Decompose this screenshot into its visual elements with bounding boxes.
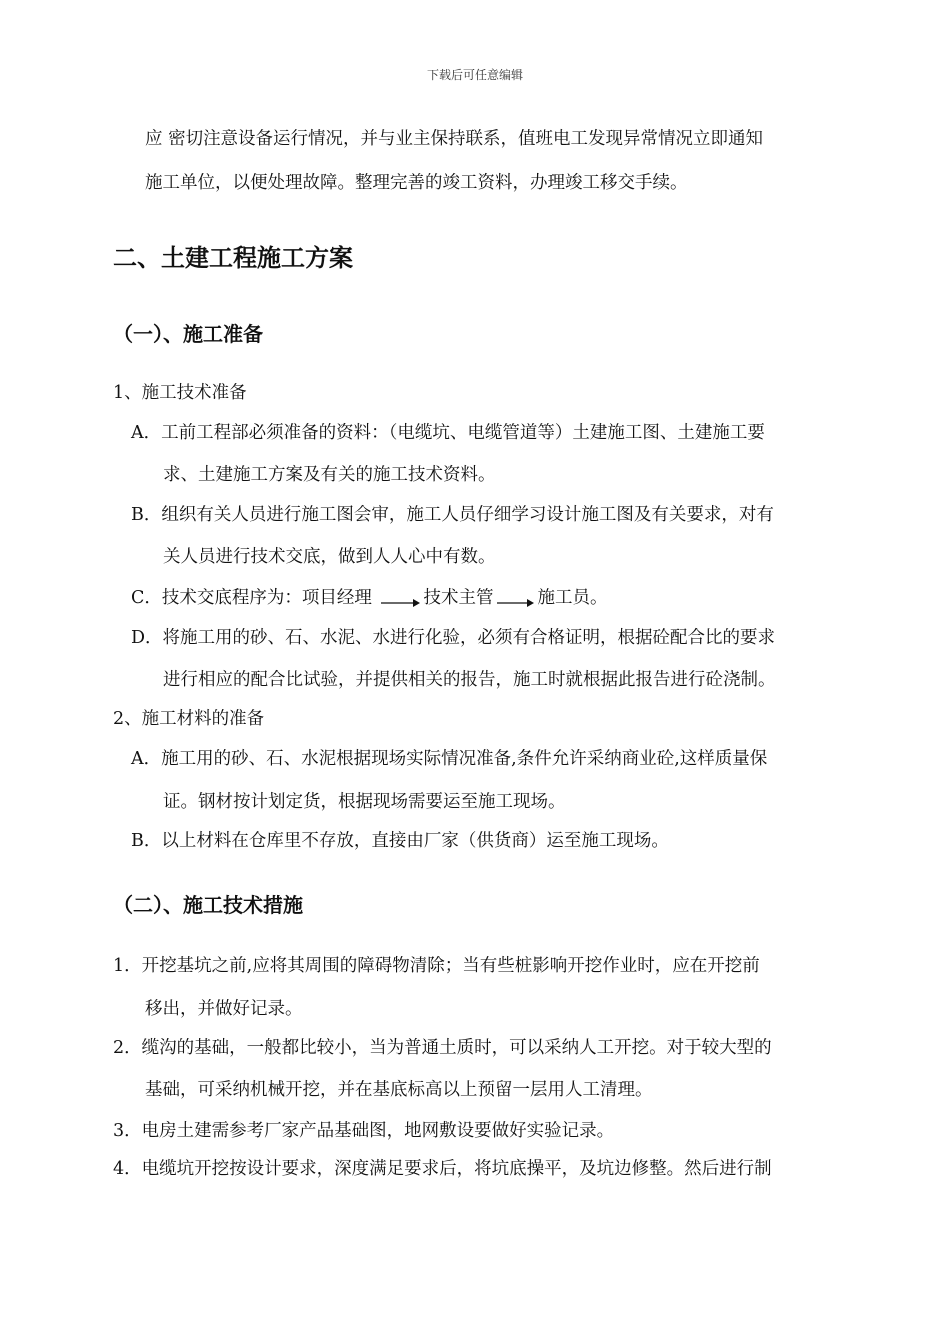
subsection-1-title: （一）、施工准备: [113, 322, 263, 346]
item-B-line-2: 关人员进行技术交底，做到人人心中有数。: [163, 547, 496, 567]
arrow-right-icon: [495, 591, 535, 607]
item-C-prefix: C．技术交底程序为：项目经理: [131, 588, 372, 608]
section-title: 二、土建工程施工方案: [113, 244, 353, 272]
item-C-line: [131, 586, 607, 610]
item-B2-line-1: B．以上材料在仓库里不存放，直接由厂家（供货商）运至施工现场。: [131, 831, 669, 851]
subsection-2-title: （二）、施工技术措施: [113, 893, 303, 917]
page-header: 下载后可任意编辑: [426, 68, 523, 82]
measure-1-line-2: 移出，并做好记录。: [145, 999, 303, 1019]
item-B-line-1: B．组织有关人员进行施工图会审，施工人员仔细学习设计施工图及有关要求，对有: [131, 505, 774, 525]
item-2-title: 2、施工材料的准备: [113, 709, 265, 729]
item-A-line-2: 求、土建施工方案及有关的施工技术资料。: [163, 465, 496, 485]
measure-2-line-1: 2．缆沟的基础，一般都比较小，当为普通土质时，可以采纳人工开挖。对于较大型的: [113, 1038, 772, 1058]
measure-4-line-1: 4．电缆坑开挖按设计要求，深度满足要求后，将坑底操平，及坑边修整。然后进行制: [113, 1159, 772, 1179]
item-A2-line-2: 证。钢材按计划定货，根据现场需要运至施工现场。: [163, 792, 566, 812]
item-C-end: 施工员。: [537, 588, 608, 608]
intro-line-1: 应 密切注意设备运行情况，并与业主保持联系，值班电工发现异常情况立即通知: [145, 129, 764, 149]
item-1-title: 1、施工技术准备: [113, 383, 247, 403]
measure-2-line-2: 基础，可采纳机械开挖，并在基底标高以上预留一层用人工清理。: [145, 1080, 653, 1100]
item-C-mid: 技术主管: [423, 588, 494, 608]
item-D-line-1: D．将施工用的砂、石、水泥、水进行化验，必须有合格证明，根据砼配合比的要求: [131, 628, 776, 648]
arrow-right-icon: [379, 591, 421, 607]
item-D-line-2: 进行相应的配合比试验，并提供相关的报告，施工时就根据此报告进行砼浇制。: [163, 670, 776, 690]
item-A2-line-1: A．施工用的砂、石、水泥根据现场实际情况准备,条件允许采纳商业砼,这样质量保: [131, 749, 768, 769]
measure-1-line-1: 1．开挖基坑之前,应将其周围的障碍物清除；当有些桩影响开挖作业时，应在开挖前: [113, 956, 760, 976]
measure-3-line-1: 3．电房土建需参考厂家产品基础图，地网敷设要做好实验记录。: [113, 1121, 615, 1141]
intro-line-2: 施工单位，以便处理故障。整理完善的竣工资料，办理竣工移交手续。: [145, 173, 688, 193]
item-A-line-1: A．工前工程部必须准备的资料：（电缆坑、电缆管道等）土建施工图、土建施工要: [131, 423, 765, 443]
